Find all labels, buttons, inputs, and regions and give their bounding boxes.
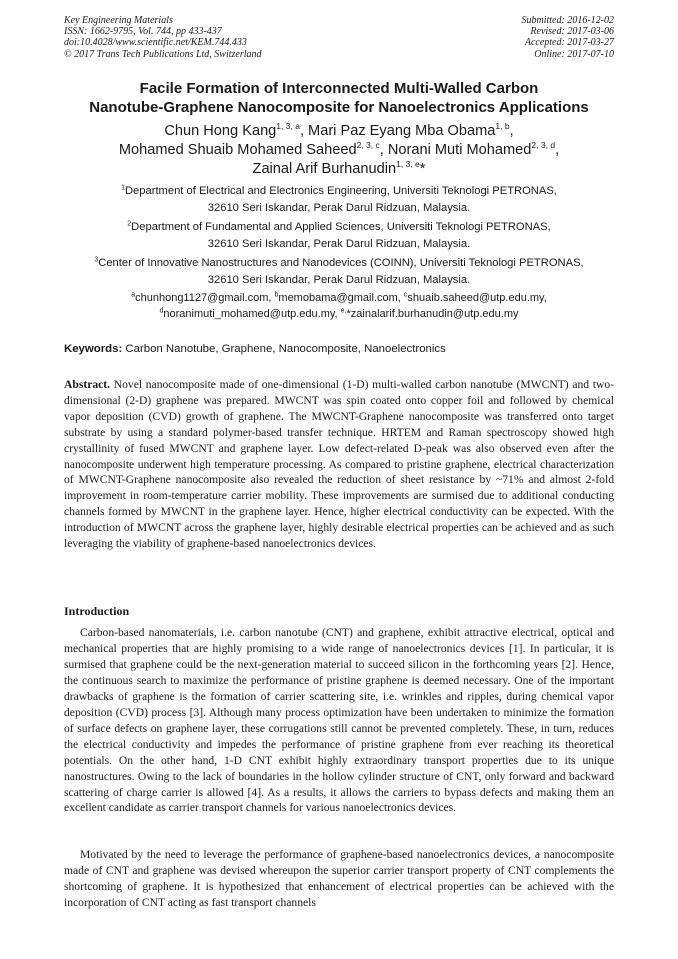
affiliation-2 xyxy=(30,219,648,252)
email-link[interactable]: memobama@gmail.com, xyxy=(278,292,404,304)
body-paragraph: Motivated by the need to leverage the performance of graphene-based nanoelectronics devices, a nanocomposite made of CNT and graphene was devised whereupon the superior carrier transport property of CNT complements the shortcoming of graphene. It is hypothesized that enhancement of electrical properties can be achieved with the incorporation of CNT acting as fast transport channels xyxy=(64,848,614,909)
author-line xyxy=(30,141,648,160)
email-marker: d xyxy=(159,307,164,315)
section-heading: Introduction xyxy=(64,604,130,618)
affiliation-text: Department of Fundamental and Applied Sciences, Universiti Teknologi PETRONAS, xyxy=(131,221,551,233)
author-name: Zainal Arif Burhanudin xyxy=(252,161,397,177)
affiliation-1 xyxy=(30,183,648,216)
journal-doi: doi:10.4028/www.scientific.net/KEM.744.433 xyxy=(64,37,247,49)
keywords-text: Carbon Nanotube, Graphene, Nanocomposite, Nanoelectronics xyxy=(122,343,446,355)
affiliation-line xyxy=(30,219,648,236)
title-line: Nanotube-Graphene Nanocomposite for Nanoelectronics Applications xyxy=(89,98,589,116)
author-line xyxy=(30,160,648,179)
author-affil-marker: 1, 3, a xyxy=(276,121,300,132)
affiliation-3 xyxy=(30,255,648,288)
abstract xyxy=(64,377,614,552)
author-name: , Norani Muti Mohamed xyxy=(379,142,532,158)
journal-info xyxy=(64,15,262,60)
corresponding-author-marker: * xyxy=(419,161,426,177)
accepted-date: Accepted: 2017-03-27 xyxy=(524,37,614,49)
publication-dates xyxy=(522,15,615,60)
author-affil-marker: 2, 3, d xyxy=(531,140,556,151)
submitted-date: Submitted: 2016-12-02 xyxy=(521,15,614,26)
affiliation-address: 32610 Seri Iskandar, Perak Darul Ridzuan, Malaysia. xyxy=(207,237,471,250)
email-link[interactable]: shuaib.saheed@utp.edu.my, xyxy=(407,292,547,304)
email-line xyxy=(30,307,648,323)
online-date: Online: 2017-07-10 xyxy=(534,48,614,60)
journal-issn: ISSN: 1662-9795, Vol. 744, pp 433-437 xyxy=(64,26,222,38)
abstract-label: Abstract. xyxy=(64,378,111,391)
author-list xyxy=(30,122,648,179)
affiliation-marker: 1 xyxy=(121,184,125,192)
journal-copyright: © 2017 Trans Tech Publications Ltd, Switzerland xyxy=(64,48,262,60)
affiliation-address: 32610 Seri Iskandar, Perak Darul Ridzuan, Malaysia. xyxy=(207,273,471,286)
author-name: Chun Hong Kang xyxy=(164,123,277,139)
keywords-label: Keywords: xyxy=(64,343,123,355)
email-marker: b xyxy=(274,291,279,299)
author-line xyxy=(30,122,648,141)
author-name: , Mari Paz Eyang Mba Obama xyxy=(299,123,496,139)
affiliation-address: 32610 Seri Iskandar, Perak Darul Ridzuan, Malaysia. xyxy=(207,201,471,214)
author-affil-marker: 1, b xyxy=(495,121,510,132)
email-marker: c xyxy=(403,291,408,299)
revised-date: Revised: 2017-03-06 xyxy=(530,26,614,38)
title-line: Facile Formation of Interconnected Multi-Walled Carbon xyxy=(139,80,539,97)
email-link[interactable]: *zainalarif.burhanudin@utp.edu.my xyxy=(346,307,519,320)
abstract-text: Novel nanocomposite made of one-dimensional (1-D) multi-walled carbon nanotube (MWCNT) and two-dimensional (2-D) graphene was prepared. MWCNT was spin coated onto copper foil and followed by chemical vapor deposition (CVD) growth of graphene. The MWCNT-Graphene nanocomposite was transferred onto target substrate by using a standard polymer-based transfer technique. HRTEM and Raman spectroscopy showed high crystallinity of fused MWCNT and graphene layer. Low defect-related D-peak was also observed even after the nanocomposite underwent high temperature processing. As compared to pristine graphene, electrical characterization of MWCNT-Graphene nanocomposite also revealed the reduction of sheet resistance by ~71% and almost 2-fold improvement in room-temperature carrier mobility. These improvements are surmised due to additional conducting channels formed by MWCNT in the graphene layer. Hence, higher electrical conductivity can be expected. With the introduction of MWCNT across the graphene layer, highly desirable electrical properties can be achieved and as such leveraging the viability of graphene-based nanoelectronics devices. xyxy=(64,378,614,551)
author-emails xyxy=(30,291,648,323)
affiliation-line xyxy=(30,183,648,200)
author-affil-marker: 2, 3, c xyxy=(356,140,380,151)
affiliation-line xyxy=(30,255,648,272)
author-name: Mohamed Shuaib Mohamed Saheed xyxy=(118,142,357,158)
affiliation-text: Department of Electrical and Electronics Engineering, Universiti Teknologi PETRONAS, xyxy=(124,185,557,197)
email-line xyxy=(30,291,648,307)
author-affil-marker: 1, 3, e xyxy=(396,159,420,170)
affiliation-text: Center of Innovative Nanostructures and Nanodevices (COINN), Universiti Teknologi PETRONAS, xyxy=(98,257,584,269)
paper-title xyxy=(40,80,638,117)
email-link[interactable]: chunhong1127@gmail.com, xyxy=(135,292,275,304)
affiliation-marker: 2 xyxy=(127,220,132,228)
email-link[interactable]: noranimuti_mohamed@utp.edu.my, xyxy=(163,307,341,320)
affiliation-marker: 3 xyxy=(94,256,99,264)
author-separator: , xyxy=(509,123,514,139)
author-separator: , xyxy=(555,142,560,158)
journal-name: Key Engineering Materials xyxy=(64,15,173,26)
email-marker: e, xyxy=(340,307,347,315)
keywords xyxy=(64,343,624,355)
email-marker: a xyxy=(131,291,136,299)
body-paragraph: Carbon-based nanomaterials, i.e. carbon nanotube (CNT) and graphene, exhibit attractive electrical, optical and mechanical properties that are highly promising to a wide range of nanoelectronics devices [1]. In particular, it is surmised that graphene could be the next-generation material to succeed silicon in the forthcoming years [2]. Hence, the continuous search to maximize the performance of pristine graphene is deemed necessary. One of the important drawbacks of graphene is the formation of carrier scattering site, i.e. wrinkles and ripples, during chemical vapor deposition (CVD) process [3]. Although many process optimization have been undertaken to minimize the formation of surface defects on graphene layer, these corrugations still cannot be prevented completely. These, in turn, reduces the electrical conductivity and impedes the performance of pristine graphene from ever reaching its theoretical potentials. On the other hand, 1-D CNT exhibit highly extraordinary transport properties due to its unique nanostructures. Owing to the lack of boundaries in the hollow cylinder structure of CNT, only forward and backward scattering of charge carrier is allowed [4]. As a results, it allows the carriers to bypass defects and making them an excellent candidate as carrier transport channels for various nanoelectronics devices. xyxy=(64,626,614,815)
